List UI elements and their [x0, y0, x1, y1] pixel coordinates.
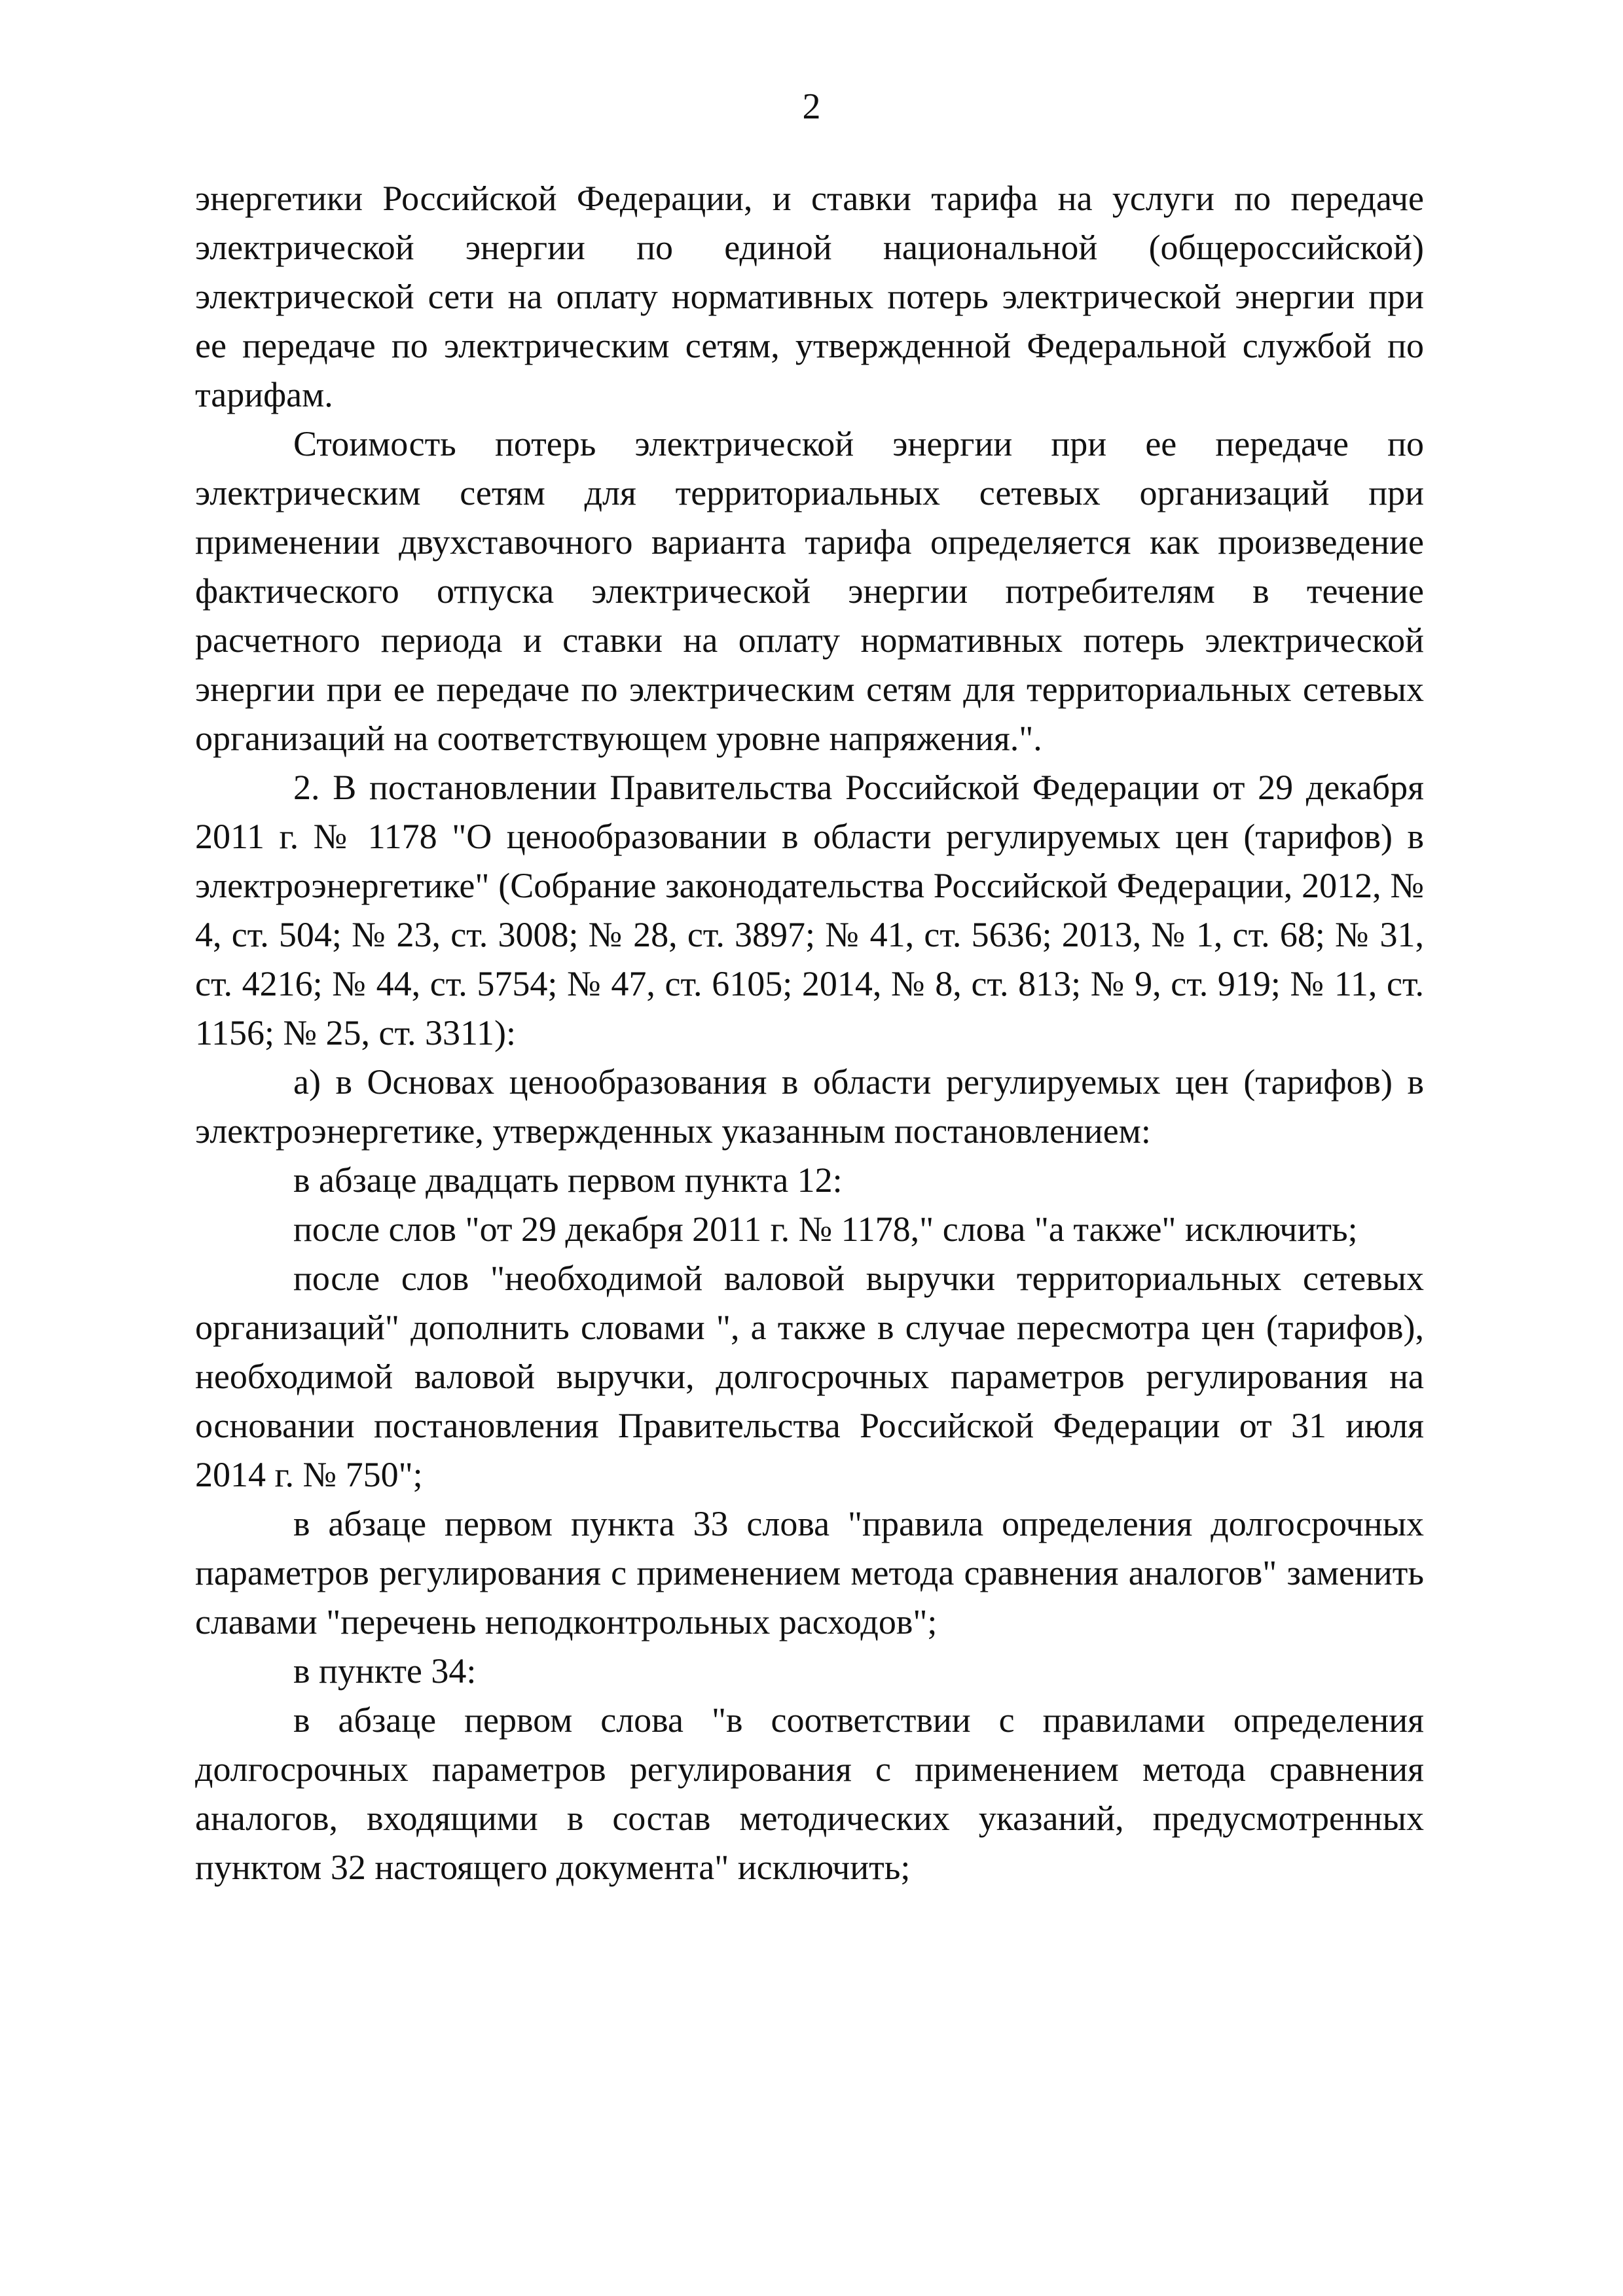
page-number: 2 [802, 86, 821, 127]
paragraph-tariff-continuation: энергетики Российской Федерации, и ставки тарифа на услуги по передаче электрической энергии по единой национальной (общероссийской) электрической сети на оплату нормативных потерь электрической энергии при ее передаче по электрическим сетям, утвержденной Федеральной службой по тарифам. [195, 179, 1424, 414]
paragraph-point-34: в пункте 34: [293, 1651, 477, 1691]
paragraph-item-2: 2. В постановлении Правительства Российской Федерации от 29 декабря 2011 г. № 1178 "О ценообразовании в области регулируемых цен (тарифов) в электроэнергетике" (Собрание законодательства Российской Федерации, 2012, № 4, ст. 504; № 23, ст. 3008; № 28, ст. 3897; № 41, ст. 5636; 2013, № 1, ст. 68; № 31, ст. 4216; № 44, ст. 5754; № 47, ст. 6105; 2014, № 8, ст. 813; № 9, ст. 919; № 11, ст. 1156; № 25, ст. 3311): [195, 768, 1424, 1052]
paragraph-point-12: в абзаце двадцать первом пункта 12: [293, 1160, 843, 1200]
document-body [195, 174, 1424, 1892]
paragraph-add-words: после слов "необходимой валовой выручки территориальных сетевых организаций" дополнить словами ", а также в случае пересмотра цен (тарифов), необходимой валовой выручки, долгосрочных параметров регулирования на основании постановления Правительства Российской Федерации от 31 июля 2014 г. № 750"; [195, 1259, 1424, 1494]
paragraph-subitem-a: а) в Основах ценообразования в области регулируемых цен (тарифов) в электроэнергетике, утвержденных указанным постановлением: [195, 1062, 1424, 1151]
paragraph-exclude-words: после слов "от 29 декабря 2011 г. № 1178," слова "а также" исключить; [293, 1210, 1358, 1249]
paragraph-point-34-first: в абзаце первом слова "в соответствии с правилами определения долгосрочных параметров регулирования с применением метода сравнения аналогов, входящими в состав методических указаний, предусмотренных пунктом 32 настоящего документа" исключить; [195, 1700, 1424, 1887]
paragraph-point-33: в абзаце первом пункта 33 слова "правила определения долгосрочных параметров регулирования с применением метода сравнения аналогов" заменить славами "перечень неподконтрольных расходов"; [195, 1504, 1424, 1641]
paragraph-loss-cost: Стоимость потерь электрической энергии при ее передаче по электрическим сетям для территориальных сетевых организаций при применении двухставочного варианта тарифа определяется как произведение фактического отпуска электрической энергии потребителям в течение расчетного периода и ставки на оплату нормативных потерь электрической энергии при ее передаче по электрическим сетям для территориальных сетевых организаций на соответствующем уровне напряжения.". [195, 424, 1424, 758]
